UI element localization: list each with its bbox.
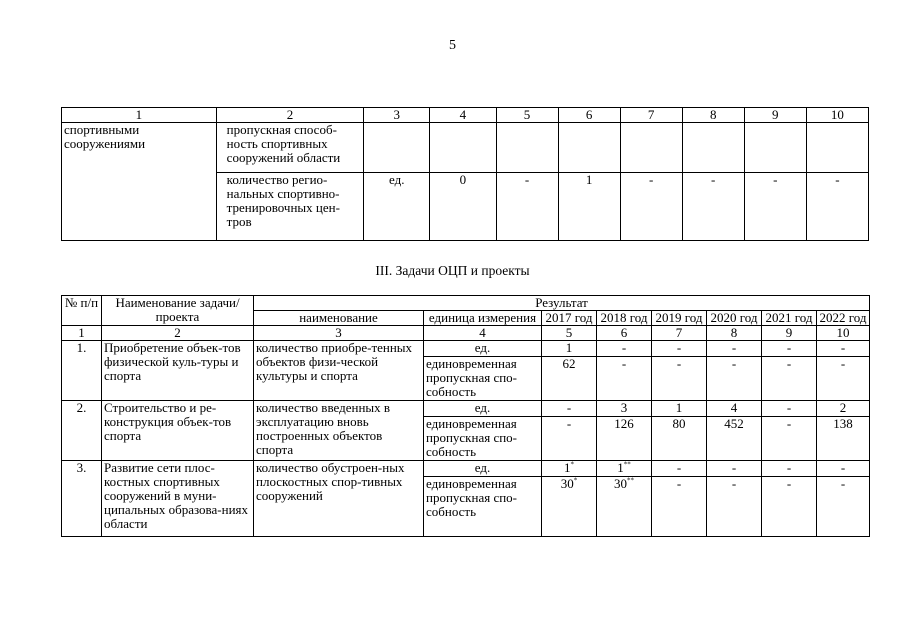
value-cell: - [707, 357, 762, 401]
header-cell: 10 [806, 108, 868, 123]
unit-cell: единовременная пропускная спо-собность [424, 417, 542, 461]
colnum-cell: 5 [542, 326, 597, 341]
value-cell: 452 [707, 417, 762, 461]
indicator-name: количество введенных в эксплуатацию вновь построенных объектов спорта [254, 401, 424, 461]
header-cell: 9 [744, 108, 806, 123]
indicator-name: количество приобре-тенных объектов физи-ческой культуры и спорта [254, 341, 424, 401]
header-year: 2019 год [652, 311, 707, 326]
footnote-mark: ** [627, 476, 634, 485]
value-cell: - [542, 401, 597, 417]
table-row [62, 341, 870, 357]
indicator-name: количество обустроен-ных плоскостных спор-тивных сооружений [254, 461, 424, 537]
header-result: Результат [254, 296, 870, 311]
value-cell: - [817, 461, 870, 477]
cell-value: - [620, 173, 682, 241]
value-cell: 1 [652, 401, 707, 417]
value-cell: 62 [542, 357, 597, 401]
header-cell: 5 [496, 108, 558, 123]
value-cell: 4 [707, 401, 762, 417]
header-year: 2020 год [707, 311, 762, 326]
cell-value: - [806, 173, 868, 241]
task-name: Развитие сети плос-костных спортивных сооружений в муни-ципальных образова-ниях области [102, 461, 254, 537]
cell [682, 123, 744, 173]
footnote-mark: ** [623, 460, 631, 469]
colnum-cell: 10 [817, 326, 870, 341]
task-number: 2. [62, 401, 102, 461]
value-cell: - [817, 357, 870, 401]
footnote-mark: * [573, 476, 578, 485]
header-year: 2018 год [597, 311, 652, 326]
table-header-row [62, 108, 869, 123]
value-cell: 30* [542, 477, 597, 537]
cell [364, 123, 430, 173]
header-name: Наименование задачи/проекта [102, 296, 254, 326]
cell [806, 123, 868, 173]
cell-text: количество регио-нальных спортивно-тренировочных цен-тров [216, 173, 364, 241]
cell-value: 0 [430, 173, 496, 241]
value-cell: 1** [597, 461, 652, 477]
colnum-cell: 8 [707, 326, 762, 341]
value-cell: - [707, 341, 762, 357]
colnum-cell: 6 [597, 326, 652, 341]
section-title: III. Задачи ОЦП и проекты [375, 263, 530, 278]
task-number: 1. [62, 341, 102, 401]
value-cell: - [652, 477, 707, 537]
task-name: Строительство и ре-конструкция объек-тов спорта [102, 401, 254, 461]
colnum-cell: 1 [62, 326, 102, 341]
value-cell: - [652, 357, 707, 401]
unit-cell: единовременная пропускная спо-собность [424, 357, 542, 401]
cell [558, 123, 620, 173]
value-cell: - [762, 357, 817, 401]
task-number: 3. [62, 461, 102, 537]
tasks-body [62, 341, 870, 537]
header-cell: 1 [62, 108, 217, 123]
tasks-table [61, 295, 870, 537]
header-row-1 [62, 296, 870, 311]
footnote-mark: * [570, 460, 574, 469]
colnum-cell: 4 [424, 326, 542, 341]
value-cell: - [707, 461, 762, 477]
cell-value: - [744, 173, 806, 241]
value-cell: - [707, 477, 762, 537]
value-cell: - [817, 341, 870, 357]
cell-value: - [682, 173, 744, 241]
cell-value: ед. [364, 173, 430, 241]
unit-cell: ед. [424, 401, 542, 417]
value-cell: - [762, 401, 817, 417]
cell [620, 123, 682, 173]
colnum-cell: 9 [762, 326, 817, 341]
value-cell: 126 [597, 417, 652, 461]
cell-text: спортивными сооружениями [62, 123, 217, 241]
cell-value: 1 [558, 173, 620, 241]
header-cell: 2 [216, 108, 364, 123]
table-row [62, 123, 869, 173]
continuation-table [61, 107, 869, 241]
colnum-cell: 2 [102, 326, 254, 341]
header-cell: 7 [620, 108, 682, 123]
header-indicator: наименование [254, 311, 424, 326]
value-cell: - [762, 461, 817, 477]
header-year: 2021 год [762, 311, 817, 326]
page-number: 5 [449, 38, 456, 53]
cell [744, 123, 806, 173]
header-unit: единица измерения [424, 311, 542, 326]
value-cell: - [762, 477, 817, 537]
column-number-row [62, 326, 870, 341]
unit-cell: единовременная пропускная спо-собность [424, 477, 542, 537]
value-cell: 30** [597, 477, 652, 537]
header-num: № п/п [62, 296, 102, 326]
cell [496, 123, 558, 173]
table-row [62, 401, 870, 417]
task-name: Приобретение объек-тов физической куль-туры и спорта [102, 341, 254, 401]
value-cell: 80 [652, 417, 707, 461]
table-row [62, 461, 870, 477]
value-cell: 1 [542, 341, 597, 357]
cell [430, 123, 496, 173]
colnum-cell: 3 [254, 326, 424, 341]
header-cell: 3 [364, 108, 430, 123]
value-cell: - [817, 477, 870, 537]
cell-value: - [496, 173, 558, 241]
header-cell: 6 [558, 108, 620, 123]
unit-cell: ед. [424, 461, 542, 477]
value-cell: 1* [542, 461, 597, 477]
header-cell: 4 [430, 108, 496, 123]
value-cell: - [762, 417, 817, 461]
value-cell: 138 [817, 417, 870, 461]
value-cell: - [652, 461, 707, 477]
colnum-cell: 7 [652, 326, 707, 341]
header-year: 2022 год [817, 311, 870, 326]
cell-text: пропускная способ-ность спортивных сооружений области [216, 123, 364, 173]
value-cell: 2 [817, 401, 870, 417]
value-cell: - [542, 417, 597, 461]
value-cell: - [652, 341, 707, 357]
header-cell: 8 [682, 108, 744, 123]
header-year: 2017 год [542, 311, 597, 326]
unit-cell: ед. [424, 341, 542, 357]
value-cell: - [597, 357, 652, 401]
value-cell: - [762, 341, 817, 357]
value-cell: - [597, 341, 652, 357]
value-cell: 3 [597, 401, 652, 417]
